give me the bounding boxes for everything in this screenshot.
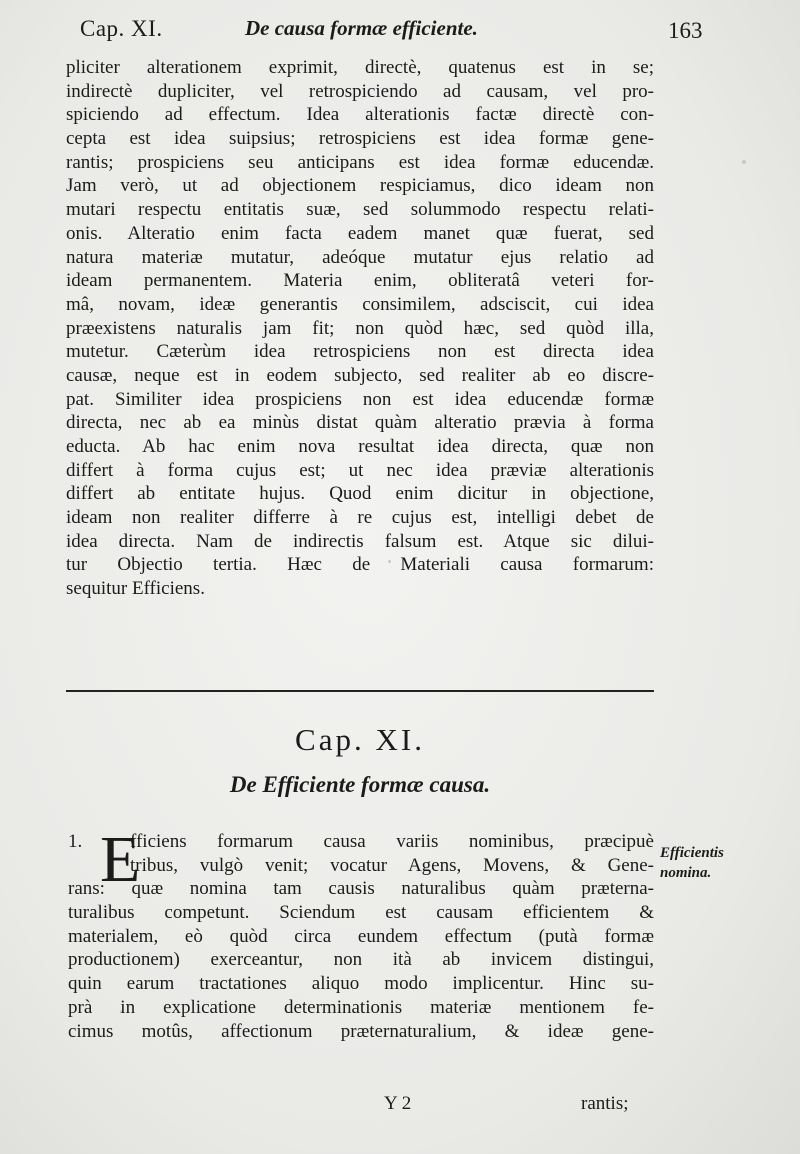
text-line: sequitur Efficiens. (66, 578, 205, 600)
text-line: præexistens naturalis jam fit; non quòd hæc, sed quòd illa, (66, 317, 654, 339)
text-line: turalibus competunt. Sciendum est causam efficientem & (68, 902, 654, 924)
text-line: prà in explicatione determinationis materiæ mentionem fe- (68, 996, 654, 1018)
header-running-title: De causa formæ efficiente. (245, 16, 478, 40)
paragraph-number: 1. (68, 831, 83, 852)
text-line: productionem) exerceantur, non ità ab invicem distingui, (68, 949, 654, 971)
text-line: onis. Alteratio enim facta eadem manet quæ fuerat, sed (66, 222, 654, 244)
text-line: rantis; prospiciens seu anticipans est idea formæ educendæ. (66, 151, 654, 173)
text-line: pat. Similiter idea prospiciens non est idea educendæ formæ (66, 388, 654, 410)
text-line: rans: quæ nomina tam causis naturalibus quàm præterna- (68, 878, 654, 900)
text-line: mutetur. Cæterùm idea retrospiciens non est directa idea (66, 341, 654, 363)
text-line: educta. Ab hac enim nova resultat idea directa, quæ non (66, 436, 654, 457)
text-line: indirectè dupliciter, vel retrospiciendo ad causam, vel pro- (66, 80, 654, 102)
text-line: tribus, vulgò venit; vocatur Agens, Movens, & Gene- (130, 854, 654, 876)
signature-mark: Y 2 (384, 1093, 412, 1114)
chapter-subtitle: De Efficiente formæ causa. (229, 772, 491, 797)
text-line: natura materiæ mutatur, adeóque mutatur ejus relatio ad (66, 246, 654, 268)
text-line: ideam permanentem. Materia enim, obliteratâ veteri for- (66, 270, 654, 292)
text-line: fficiens formarum causa variis nominibus, præcipuè (130, 831, 654, 852)
text-line: cimus motûs, affectionum præternaturalium, & ideæ gene- (68, 1020, 654, 1042)
text-line: spiciendo ad effectum. Idea alterationis factæ directè con- (66, 104, 654, 126)
text-line: mutari respectu entitatis suæ, sed solummodo respectu relati- (66, 199, 654, 221)
margin-note: Efficientis nomina. (660, 845, 724, 881)
text-line: cepta est idea suipsius; retrospiciens est idea formæ gene- (66, 128, 654, 150)
text-line: Jam verò, ut ad objectionem respiciamus, dico ideam non (66, 175, 654, 197)
text-line: tur Objectio tertia. Hæc de Materiali causa formarum: (66, 554, 654, 576)
text-line: ideam non realiter differre à re cujus est, intelligi debet de (66, 507, 654, 529)
text-line: mâ, novam, ideæ generantis consimilem, adsciscit, cui idea (66, 293, 654, 315)
text-line: pliciter alterationem exprimit, directè, quatenus est in se; (66, 57, 654, 78)
text-line: differt ab entitate hujus. Quod enim dicitur in objectione, (66, 483, 654, 505)
text-line: materialem, eò quòd circa eundem effectum (putà formæ (68, 925, 654, 947)
page-number: 163 (668, 18, 703, 43)
section-1 (68, 823, 654, 1043)
text-line: quin earum tractationes aliquo modo implicentur. Hinc su- (68, 973, 654, 995)
body-text-continued (66, 56, 654, 601)
chapter-heading: Cap. XI. (295, 722, 425, 757)
text-line: idea directa. Nam de indirectis falsum est. Atque sic dilui- (66, 530, 654, 552)
text-line: causæ, neque est in eodem subjecto, sed realiter ab eo discre- (66, 364, 654, 386)
text-line: differt à forma cujus est; ut nec idea præviæ alterationis (66, 459, 654, 481)
text-line: directa, nec ab ea minùs distat quàm alteratio prævia à forma (66, 412, 654, 434)
running-header (0, 10, 800, 50)
chapter-divider-rule (66, 690, 654, 692)
header-chapter: Cap. XI. (80, 16, 163, 41)
catchword: rantis; (581, 1093, 629, 1114)
drop-cap: E (100, 823, 141, 896)
